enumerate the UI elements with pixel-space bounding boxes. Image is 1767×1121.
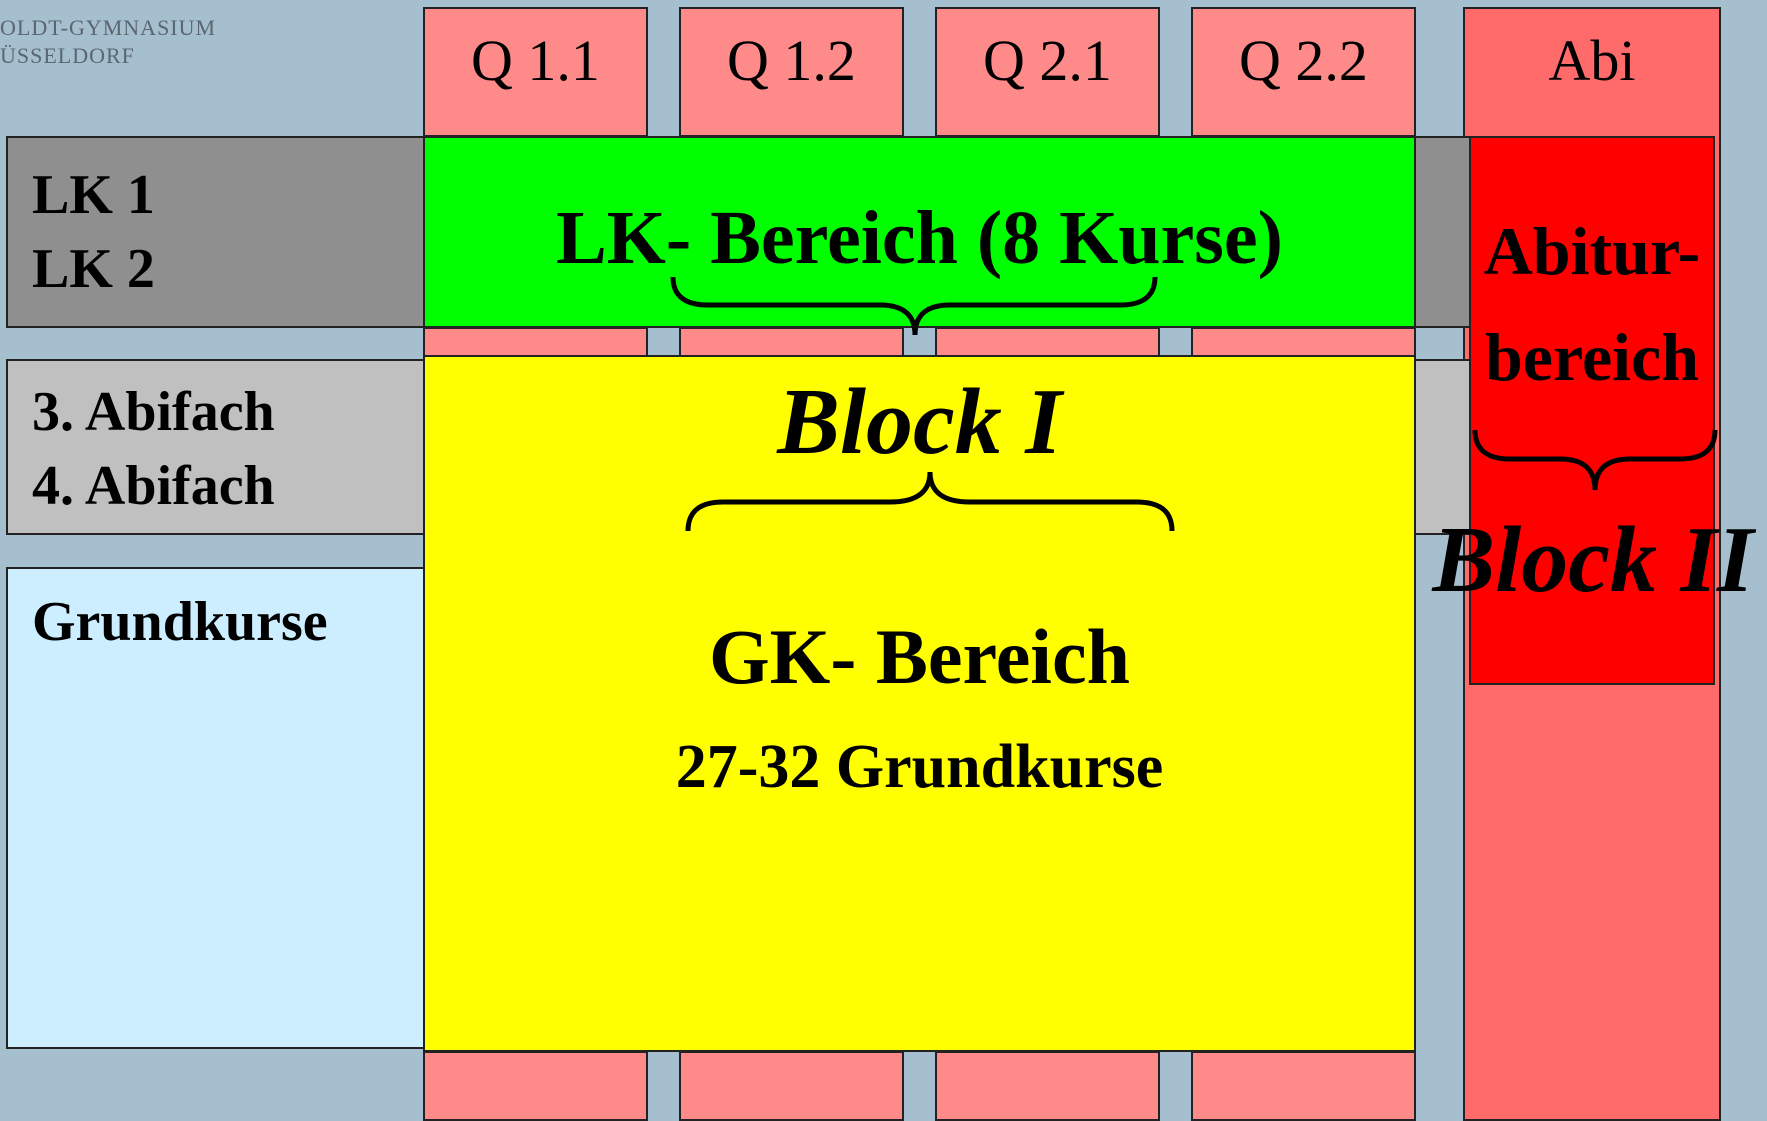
abifach3-label: 3. Abifach (32, 381, 275, 443)
block-2-label: Block II (1432, 508, 1754, 612)
abi-column-header: Abi (1548, 28, 1636, 93)
logo-line-1: OLDT-GYMNASIUM (0, 15, 217, 40)
column-q11-header: Q 1.1 (423, 7, 648, 137)
block-1-brace (688, 472, 1172, 531)
column-q22-header: Q 2.2 (1191, 7, 1416, 137)
lk2-label: LK 2 (32, 238, 155, 300)
abifach4-label: 4. Abifach (32, 455, 275, 517)
grundkurse-label: Grundkurse (32, 591, 328, 653)
gk-block-subtitle: 27-32 Grundkurse (675, 733, 1164, 801)
column-q21-header: Q 2.1 (935, 7, 1160, 137)
abitur-brace (1475, 430, 1715, 490)
logo-line-2: ÜSSELDORF (0, 43, 135, 68)
block-1-label: Block I (777, 370, 1062, 474)
lk1-label: LK 1 (32, 164, 155, 226)
column-q12-header: Q 1.2 (679, 7, 904, 137)
gk-block-title: GK- Bereich (709, 613, 1130, 700)
lk-brace (673, 277, 1155, 335)
lk-block-label: LK- Bereich (8 Kurse) (556, 196, 1283, 280)
abitur-line-2: bereich (1484, 319, 1700, 395)
abitur-line-1: Abitur- (1483, 213, 1701, 289)
